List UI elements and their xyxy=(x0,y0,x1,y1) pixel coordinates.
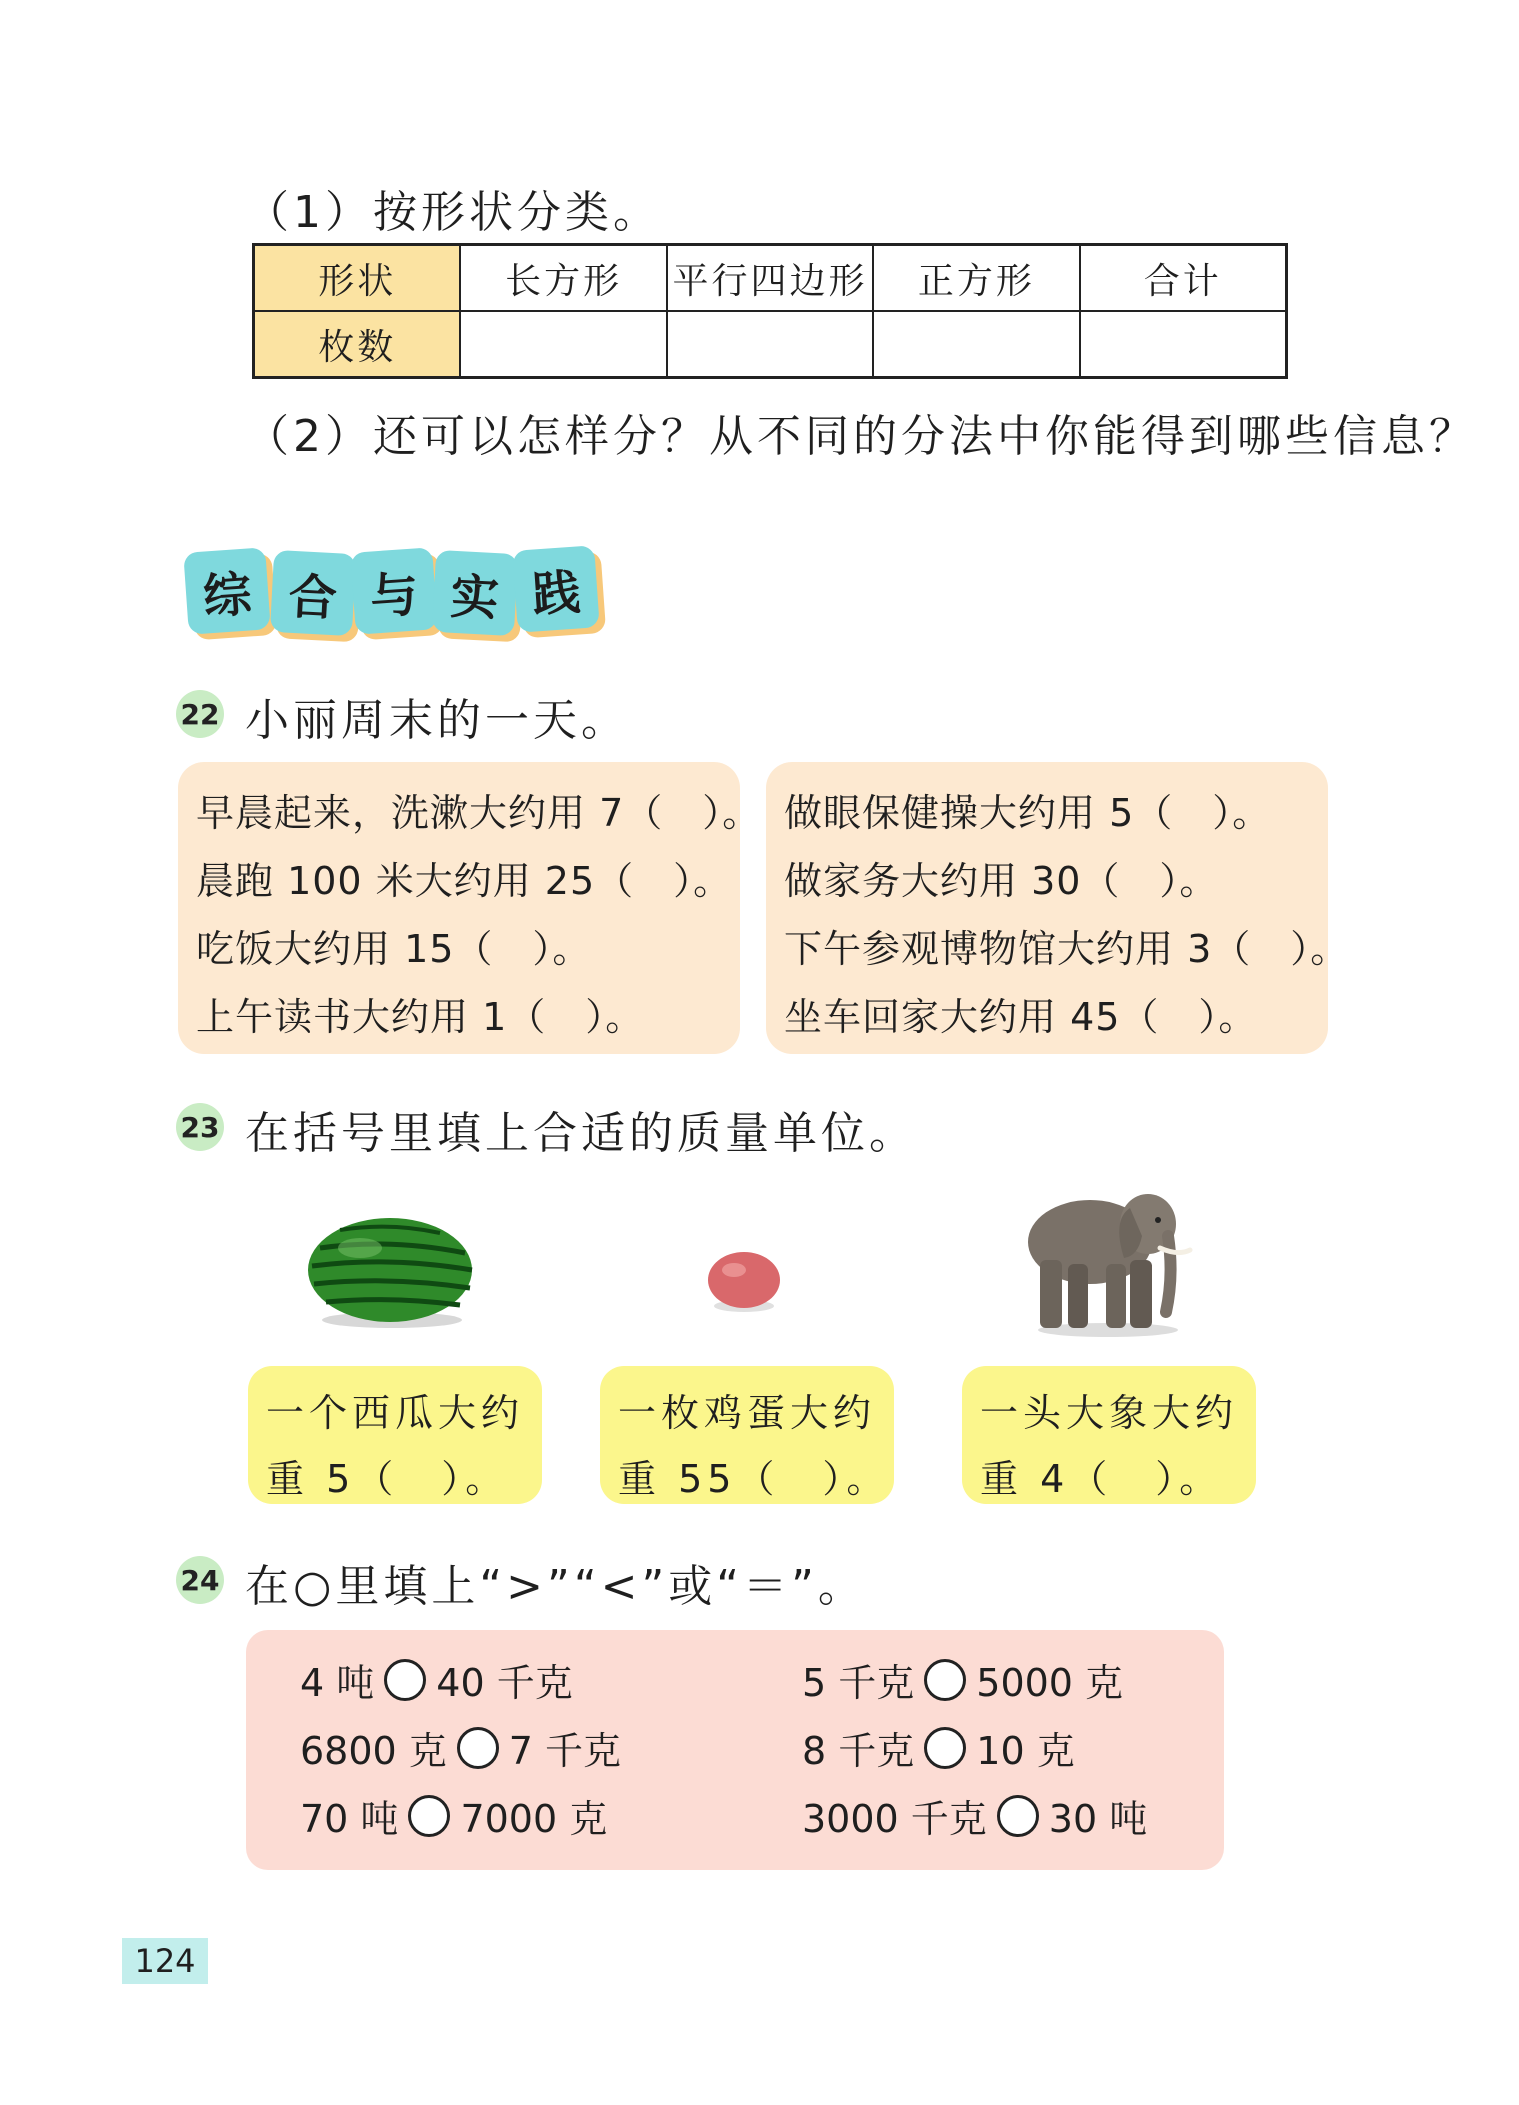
q24-compare-box xyxy=(246,1630,1224,1870)
section-title-char: 合 xyxy=(270,550,356,636)
page-number: 124 xyxy=(122,1938,208,1984)
question-23-title: 在括号里填上合适的质量单位。 xyxy=(245,1108,917,1159)
compare-right: 7000 克 xyxy=(460,1797,608,1841)
compare-circle[interactable] xyxy=(408,1795,450,1837)
q23-item-line1: 一头大象大约 xyxy=(980,1391,1239,1435)
q23-item-box xyxy=(600,1366,894,1504)
question-22-title: 小丽周末的一天。 xyxy=(245,695,629,746)
compare-right: 10 克 xyxy=(976,1729,1075,1773)
compare-left: 70 吨 xyxy=(300,1797,399,1841)
elephant-icon xyxy=(1020,1180,1195,1340)
table-input-cell[interactable] xyxy=(873,311,1079,378)
question-number-badge: 24 xyxy=(176,1556,224,1604)
compare-circle[interactable] xyxy=(924,1659,966,1701)
part2-label: （2）还可以怎样分？从不同的分法中你能得到哪些信息？ xyxy=(245,411,1477,462)
q23-item-line1: 一枚鸡蛋大约 xyxy=(618,1391,877,1435)
q22-left-line: 早晨起来，洗漱大约用 7（ ）。 xyxy=(196,791,762,835)
q23-item-line2: 重 5（ ）。 xyxy=(266,1457,509,1501)
compare-left: 5 千克 xyxy=(802,1661,915,1705)
question-number-badge: 23 xyxy=(176,1103,224,1151)
table-cell-rectangle: 长方形 xyxy=(460,245,666,312)
compare-circle[interactable] xyxy=(457,1727,499,1769)
q23-item-line1: 一个西瓜大约 xyxy=(266,1391,525,1435)
shape-count-table xyxy=(252,243,1288,379)
table-row xyxy=(254,245,1287,312)
compare-item xyxy=(802,1720,1075,1775)
compare-circle[interactable] xyxy=(924,1727,966,1769)
compare-right: 7 千克 xyxy=(508,1729,622,1773)
q22-left-line: 上午读书大约用 1（ ）。 xyxy=(196,995,645,1039)
table-header-count: 枚数 xyxy=(254,311,461,378)
q22-right-line: 做眼保健操大约用 5（ ）。 xyxy=(784,791,1272,835)
compare-circle[interactable] xyxy=(997,1795,1039,1837)
part1-label: （1）按形状分类。 xyxy=(245,187,661,238)
egg-icon xyxy=(704,1248,784,1318)
section-title-char: 践 xyxy=(512,545,600,633)
compare-item xyxy=(802,1652,1123,1707)
section-title-char: 与 xyxy=(350,547,438,635)
compare-left: 3000 千克 xyxy=(802,1797,987,1841)
q23-item-box xyxy=(962,1366,1256,1504)
q22-left-box xyxy=(178,762,762,1054)
q22-left-line: 晨跑 100 米大约用 25（ ）。 xyxy=(196,859,733,903)
q22-right-line: 做家务大约用 30（ ）。 xyxy=(784,859,1219,903)
table-input-cell[interactable] xyxy=(460,311,666,378)
question-24-title: 在○里填上“>”“<”或“＝”。 xyxy=(245,1561,866,1612)
compare-right: 40 千克 xyxy=(436,1661,573,1705)
section-title-char: 综 xyxy=(183,547,271,635)
q22-left-line: 吃饭大约用 15（ ）。 xyxy=(196,927,592,971)
table-input-cell[interactable] xyxy=(1080,311,1287,378)
question-number-badge: 22 xyxy=(176,690,224,738)
table-header-shape: 形状 xyxy=(254,245,461,312)
q23-item-line2: 重 4（ ）。 xyxy=(980,1457,1223,1501)
table-cell-total: 合计 xyxy=(1080,245,1287,312)
section-title-char: 实 xyxy=(432,550,518,636)
compare-circle[interactable] xyxy=(384,1659,426,1701)
q22-right-line: 下午参观博物馆大约用 3（ ）。 xyxy=(784,927,1350,971)
compare-left: 6800 克 xyxy=(300,1729,447,1773)
compare-left: 8 千克 xyxy=(802,1729,915,1773)
compare-item xyxy=(300,1720,621,1775)
compare-item xyxy=(300,1788,607,1843)
q22-right-line: 坐车回家大约用 45（ ）。 xyxy=(784,995,1258,1039)
q23-item-line2: 重 55（ ）。 xyxy=(618,1457,890,1501)
compare-item xyxy=(802,1788,1147,1843)
table-row xyxy=(254,311,1287,378)
q23-item-box xyxy=(248,1366,542,1504)
table-input-cell[interactable] xyxy=(667,311,873,378)
table-cell-parallelogram: 平行四边形 xyxy=(667,245,873,312)
q22-right-box xyxy=(766,762,1350,1054)
table-cell-square: 正方形 xyxy=(873,245,1079,312)
compare-item xyxy=(300,1652,573,1707)
compare-right: 5000 克 xyxy=(976,1661,1124,1705)
compare-left: 4 吨 xyxy=(300,1661,375,1705)
compare-right: 30 吨 xyxy=(1048,1797,1148,1841)
watermelon-icon xyxy=(300,1208,480,1333)
